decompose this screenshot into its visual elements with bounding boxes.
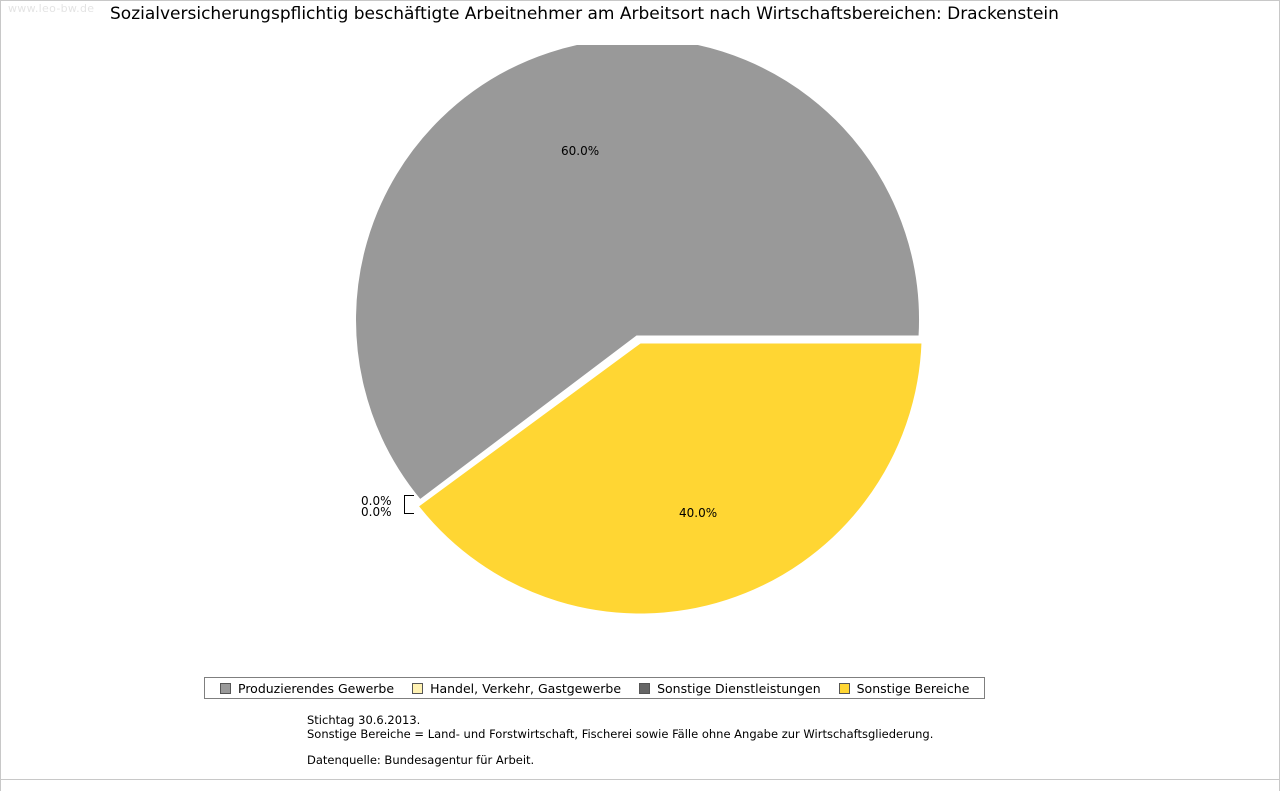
figure-border-left bbox=[0, 0, 1, 791]
legend-swatch-icon bbox=[639, 683, 650, 694]
legend-item-sonstige-bereiche bbox=[839, 681, 970, 696]
legend-swatch-icon bbox=[220, 683, 231, 694]
legend-swatch-icon bbox=[412, 683, 423, 694]
watermark: www.leo-bw.de bbox=[8, 2, 95, 15]
legend-label: Handel, Verkehr, Gastgewerbe bbox=[430, 680, 622, 696]
pie-chart bbox=[355, 45, 925, 625]
legend-item-produzierendes-gewerbe bbox=[220, 681, 394, 696]
figure-border-bottom bbox=[0, 779, 1280, 780]
legend-label: Produzierendes Gewerbe bbox=[238, 680, 395, 696]
footnote-stichtag: Stichtag 30.6.2013. bbox=[307, 713, 421, 727]
legend-swatch-icon bbox=[839, 683, 850, 694]
chart-legend bbox=[204, 677, 985, 699]
page-title: Sozialversicherungspflichtig beschäftigte Arbeitnehmer am Arbeitsort nach Wirtschaftsbereichen: Drackenstein bbox=[110, 4, 1059, 24]
label-leader-bracket bbox=[404, 495, 414, 514]
footnote-source: Datenquelle: Bundesagentur für Arbeit. bbox=[307, 753, 535, 767]
pie-label-sonstige-dienstleistungen: 0.0% bbox=[361, 505, 392, 519]
figure-border-top bbox=[0, 0, 1280, 1]
legend-label: Sonstige Dienstleistungen bbox=[657, 680, 821, 696]
pie-label-sonstige-bereiche: 40.0% bbox=[679, 506, 718, 520]
pie-svg bbox=[355, 45, 925, 625]
legend-item-handel-verkehr-gastgewerbe bbox=[412, 681, 621, 696]
legend-label: Sonstige Bereiche bbox=[856, 680, 970, 696]
legend-item-sonstige-dienstleistungen bbox=[639, 681, 821, 696]
footnote-definition: Sonstige Bereiche = Land- und Forstwirtschaft, Fischerei sowie Fälle ohne Angabe zur Wirtschaftsgliederung. bbox=[307, 727, 934, 741]
pie-label-handel: 0.0% bbox=[361, 494, 392, 508]
pie-label-produzierendes-gewerbe: 60.0% bbox=[561, 144, 600, 158]
